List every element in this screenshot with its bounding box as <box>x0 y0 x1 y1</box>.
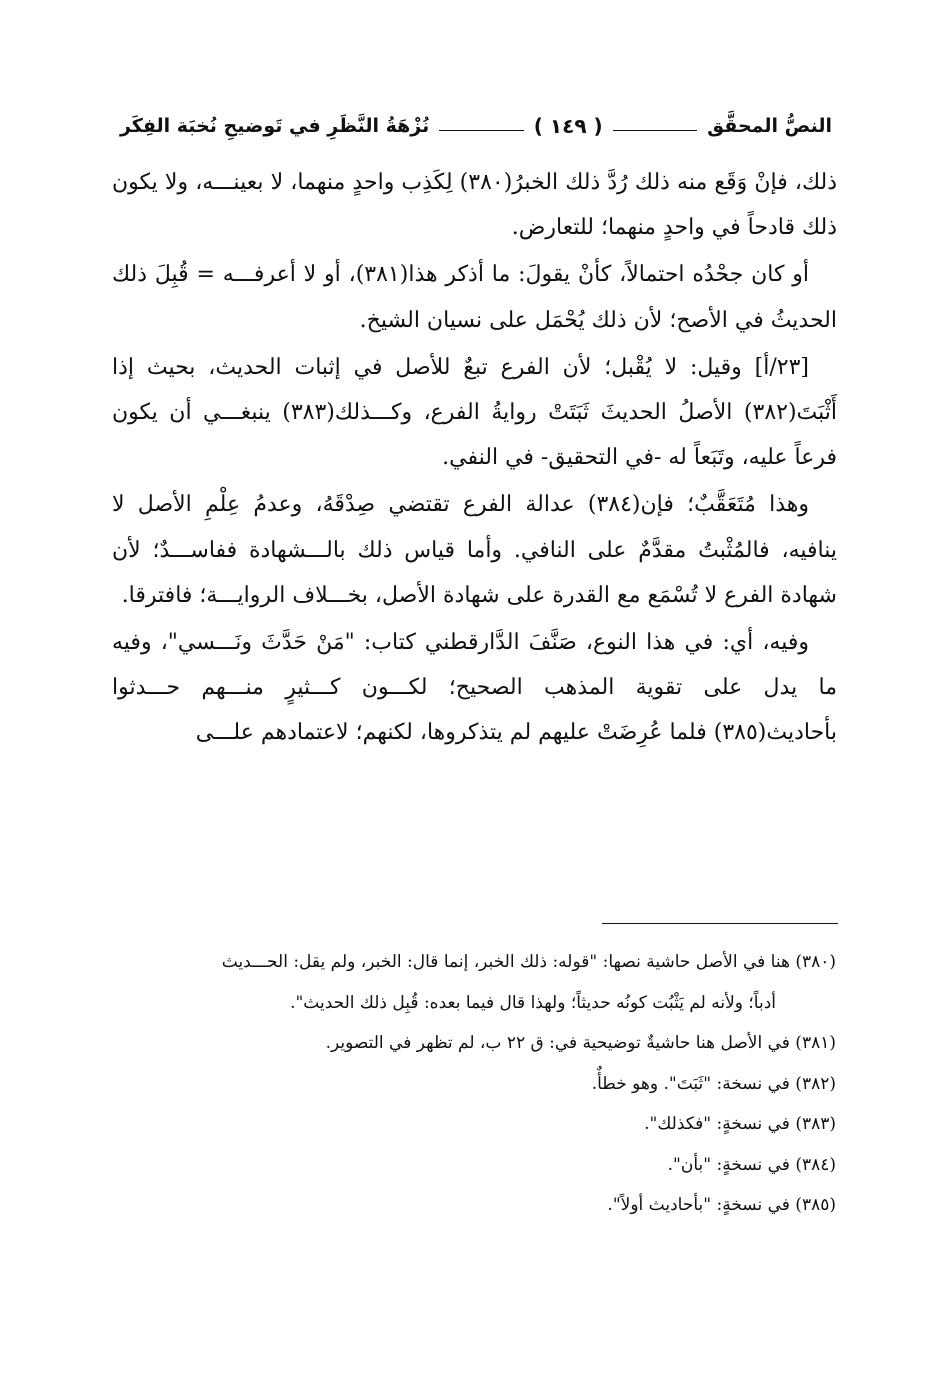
footnote-381: (٣٨١) في الأصل هنا حاشيةٌ توضيحية في: ق ٢٢ ب، لم تظهر في التصوير. <box>325 1033 836 1053</box>
header-section-title: النصُّ المحقَّق <box>707 115 832 137</box>
footnote-380: (٣٨٠) هنا في الأصل حاشية نصها: "قوله: ذلك الخبر، إنما قال: الخبر، ولم يقل: الحـــديث <box>221 952 836 972</box>
footnote-380-continued: أدباً؛ ولأنه لم يَثْبُت كونُه حديثاً؛ ولهذا قال فيما بعده: قُبِل ذلك الحديث". <box>290 992 776 1013</box>
paragraph-5: وفيه، أي: في هذا النوع، صَنَّفَ الدَّارقطني كتاب: "مَنْ حَدَّثَ ونَـــسي"، وفيه ما يدل على تقوية المذهب الصحيح؛ لكـــون كـــثيرٍ منـــهم حـــدثوا بأحاديث(٣٨٥) فلما عُرِضَتْ عليهم لم يتذكروها، لكنهم؛ لاعتمادهم علـــى <box>112 630 837 746</box>
paragraph-4: وهذا مُتَعَقَّبٌ؛ فإن(٣٨٤) عدالة الفرع تقتضي صِدْقَهُ، وعدمُ عِلْمِ الأصل لا ينافيه، فالمُثْبتُ مقدَّمٌ على النافي. وأما قياس ذلك بالـــشهادة ففاســـدٌ؛ لأن شهادة الفرع لا تُسْمَع مع القدرة على شهادة الأصل، بخـــلاف الروايـــة؛ فافترقا. <box>112 492 837 608</box>
footnotes <box>108 942 836 1226</box>
footnote-separator <box>602 923 838 924</box>
header-rule <box>439 130 524 131</box>
running-header <box>120 106 832 146</box>
page-number: ( ١٤٩ ) <box>533 114 603 138</box>
footnote-385: (٣٨٥) في نسخةٍ: "بأحاديث أولاً". <box>607 1195 836 1215</box>
paragraph-3: [٢٣/أ] وقيل: لا يُقْبل؛ لأن الفرع تبعٌ للأصل في إثبات الحديث، بحيث إذا أَثْبَتَ(٣٨٢) الأصلُ الحديثَ ثَبَتَتْ روايةُ الفرع، وكـــذلك(٣٨٣) ينبغـــي أن يكون فرعاً عليه، وتَبَعاً له -في التحقيق- في النفي. <box>112 354 838 471</box>
header-rule <box>613 130 698 131</box>
footnote-383: (٣٨٣) في نسخةٍ: "فكذلك". <box>644 1114 836 1134</box>
paragraph-2: أو كان جحْدُه احتمالاً، كأنْ يقولَ: ما أذكر هذا(٣٨١)، أو لا أعرفـــه = قُبِلَ ذلك الحديثُ في الأصح؛ لأن ذلك يُحْمَل على نسيان الشيخ. <box>112 262 837 333</box>
header-book-title: نُزْهَةُ النَّظَرِ في تَوضيحِ نُخبَة الفِكَر <box>119 115 430 137</box>
footnote-382: (٣٨٢) في نسخة: "ثَبَتَ". وهو خطأٌ. <box>591 1073 836 1094</box>
paragraph-1: ذلك، فإنْ وَقَع منه ذلك رُدَّ ذلك الخبرُ(٣٨٠) لِكَذِب واحدٍ منهما، لا بعينـــه، ولا يكون ذلك قادحاً في واحدٍ منهما؛ للتعارض. <box>112 170 837 241</box>
main-text <box>112 160 837 756</box>
footnote-384: (٣٨٤) في نسخةٍ: "بأن". <box>667 1154 836 1175</box>
